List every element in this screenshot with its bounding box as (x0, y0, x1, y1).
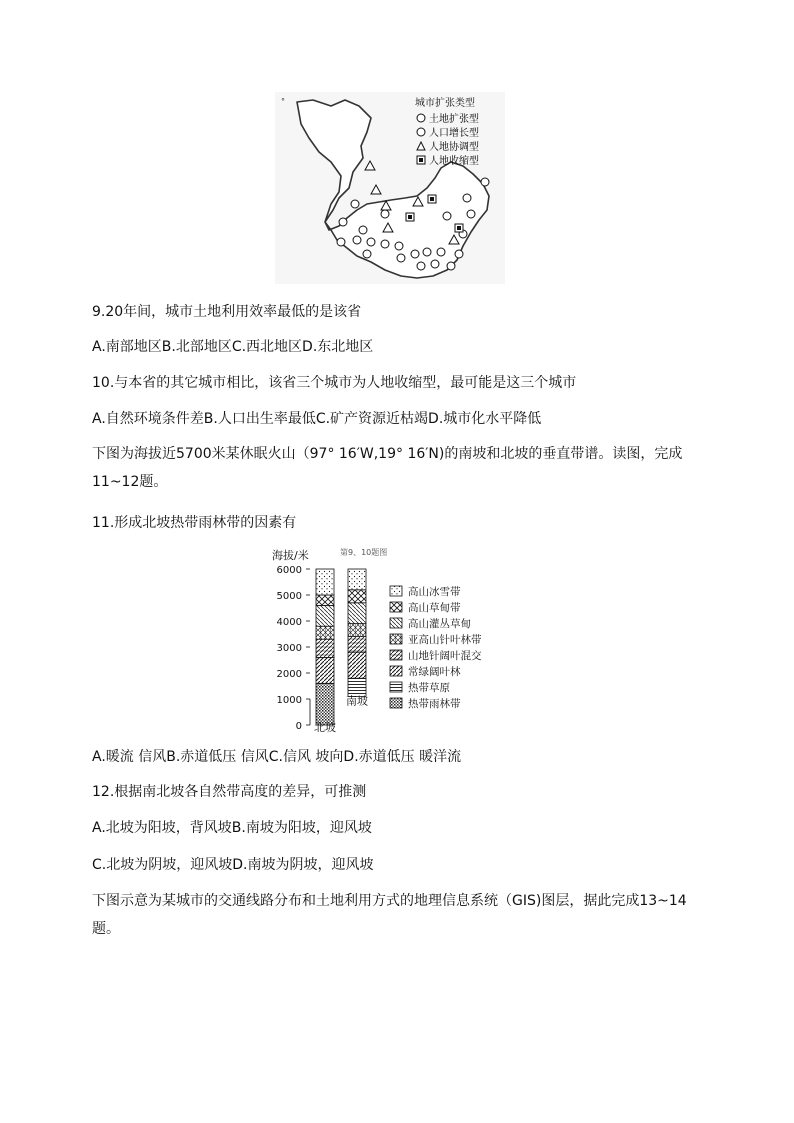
y-tick-label: 0 (295, 721, 302, 732)
legend-pop-symbol (417, 128, 425, 136)
city-land-marker (463, 194, 471, 202)
city-land-marker (381, 210, 389, 218)
legend-swatch (390, 618, 402, 628)
legend-shrink-fill (419, 158, 423, 162)
y-tick-label: 3000 (276, 643, 302, 654)
zone-band (348, 603, 366, 624)
city-pop-marker (437, 248, 445, 256)
zone-band (348, 652, 366, 678)
city-pop-marker (351, 200, 359, 208)
city-shrink-fill (408, 215, 412, 219)
y-tick-label: 1000 (276, 695, 302, 706)
q9-stem: 9.20年间，城市土地利用效率最低的是该省 (92, 304, 362, 320)
zone-band (316, 595, 334, 605)
zone-band (316, 639, 334, 657)
zone-band (316, 626, 334, 639)
q10-stem: 10.与本省的其它城市相比，该省三个城市为人地收缩型，最可能是这三个城市 (92, 375, 577, 391)
legend-pop-label: 人口增长型 (429, 128, 479, 139)
vertical-zonation-chart (268, 545, 518, 737)
city-shrink-fill (457, 226, 461, 230)
y-tick-label: 2000 (276, 669, 302, 680)
legend-swatch (390, 650, 402, 660)
city-pop-marker (353, 236, 361, 244)
legend-swatch (390, 634, 402, 644)
map-legend (415, 96, 479, 167)
chart-columns (310, 569, 368, 734)
legend-coord-label: 人地协调型 (429, 142, 479, 153)
city-land-marker (443, 212, 451, 220)
q11-options: A.暖流 信风B.赤道低压 信风C.信风 坡向D.赤道低压 暖洋流 (92, 749, 462, 765)
legend-title: 城市扩张类型 (415, 98, 475, 109)
city-land-marker (467, 210, 475, 218)
legend-swatch (390, 682, 402, 692)
map-corner-mark: ° (281, 97, 285, 106)
legend-land-label: 土地扩张型 (429, 114, 479, 125)
chart-ylabel: 海拔/米 (272, 549, 309, 562)
legend-label: 亚高山针叶林带 (408, 634, 482, 646)
city-land-marker (481, 178, 489, 186)
city-expansion-map (275, 92, 505, 284)
city-pop-marker (423, 248, 431, 256)
legend-label: 常绿阔叶林 (408, 666, 461, 678)
city-pop-marker (411, 250, 419, 258)
legend-label: 热带草原 (408, 682, 450, 694)
legend-swatch (390, 602, 402, 612)
city-pop-marker (395, 242, 403, 250)
q10-options: A.自然环境条件差B.人口出生率最低C.矿产资源近枯竭D.城市化水平降低 (92, 411, 542, 427)
q12-stem: 12.根据南北坡各自然带高度的差异，可推测 (92, 784, 367, 800)
zone-band (316, 657, 334, 683)
legend-label: 高山冰雪带 (408, 586, 461, 598)
legend-swatch (390, 586, 402, 596)
city-shrink-fill (430, 197, 434, 201)
q11-stem: 11.形成北坡热带雨林带的因素有 (92, 515, 297, 531)
city-pop-marker (397, 254, 405, 262)
city-pop-marker (337, 238, 345, 246)
legend-swatch (390, 698, 402, 708)
city-pop-marker (447, 262, 455, 270)
column-label: 南坡 (346, 694, 368, 708)
intro-11-12: 下图为海拔近5700米某休眠火山（97° 16′W,19° 16′N)的南坡和北坡的垂直带谱。读图，完成11~12题。 (92, 446, 683, 490)
legend-label: 高山灌丛草甸 (408, 618, 471, 630)
legend-label: 高山草甸带 (408, 602, 461, 614)
column-label: 北坡 (314, 721, 336, 734)
q9-options: A.南部地区B.北部地区C.西北地区D.东北地区 (92, 339, 374, 355)
chart-title: 第9、10题图 (340, 548, 388, 557)
legend-shrink-label: 人地收缩型 (429, 156, 479, 167)
intro-13-14: 下图示意为某城市的交通线路分布和土地利用方式的地理信息系统（GIS)图层，据此完成13~14题。 (92, 893, 687, 937)
city-pop-marker (363, 250, 371, 258)
city-pop-marker (367, 238, 375, 246)
q12-options-line1: A.北坡为阳坡，背风坡B.南坡为阳坡，迎风坡 (92, 820, 372, 836)
legend-land-symbol (417, 114, 425, 122)
zone-band (316, 683, 334, 725)
city-pop-marker (455, 250, 463, 258)
y-tick-label: 5000 (276, 591, 302, 602)
zone-band (348, 569, 366, 590)
zone-band (316, 605, 334, 626)
y-tick-label: 4000 (276, 617, 302, 628)
city-pop-marker (431, 260, 439, 268)
legend-swatch (390, 666, 402, 676)
zone-band (348, 637, 366, 653)
y-axis (277, 565, 310, 732)
city-pop-marker (359, 226, 367, 234)
q12-options-line2: C.北坡为阴坡，迎风坡D.南坡为阴坡，迎风坡 (92, 857, 374, 873)
city-pop-marker (417, 262, 425, 270)
legend-label: 山地针阔叶混交 (408, 650, 482, 662)
city-land-marker (339, 218, 347, 226)
zone-band (316, 569, 334, 595)
city-pop-marker (381, 240, 389, 248)
y-tick-label: 6000 (276, 565, 302, 576)
zone-band (348, 590, 366, 603)
chart-legend (390, 585, 482, 710)
legend-label: 热带雨林带 (408, 698, 461, 710)
zone-band (348, 624, 366, 637)
